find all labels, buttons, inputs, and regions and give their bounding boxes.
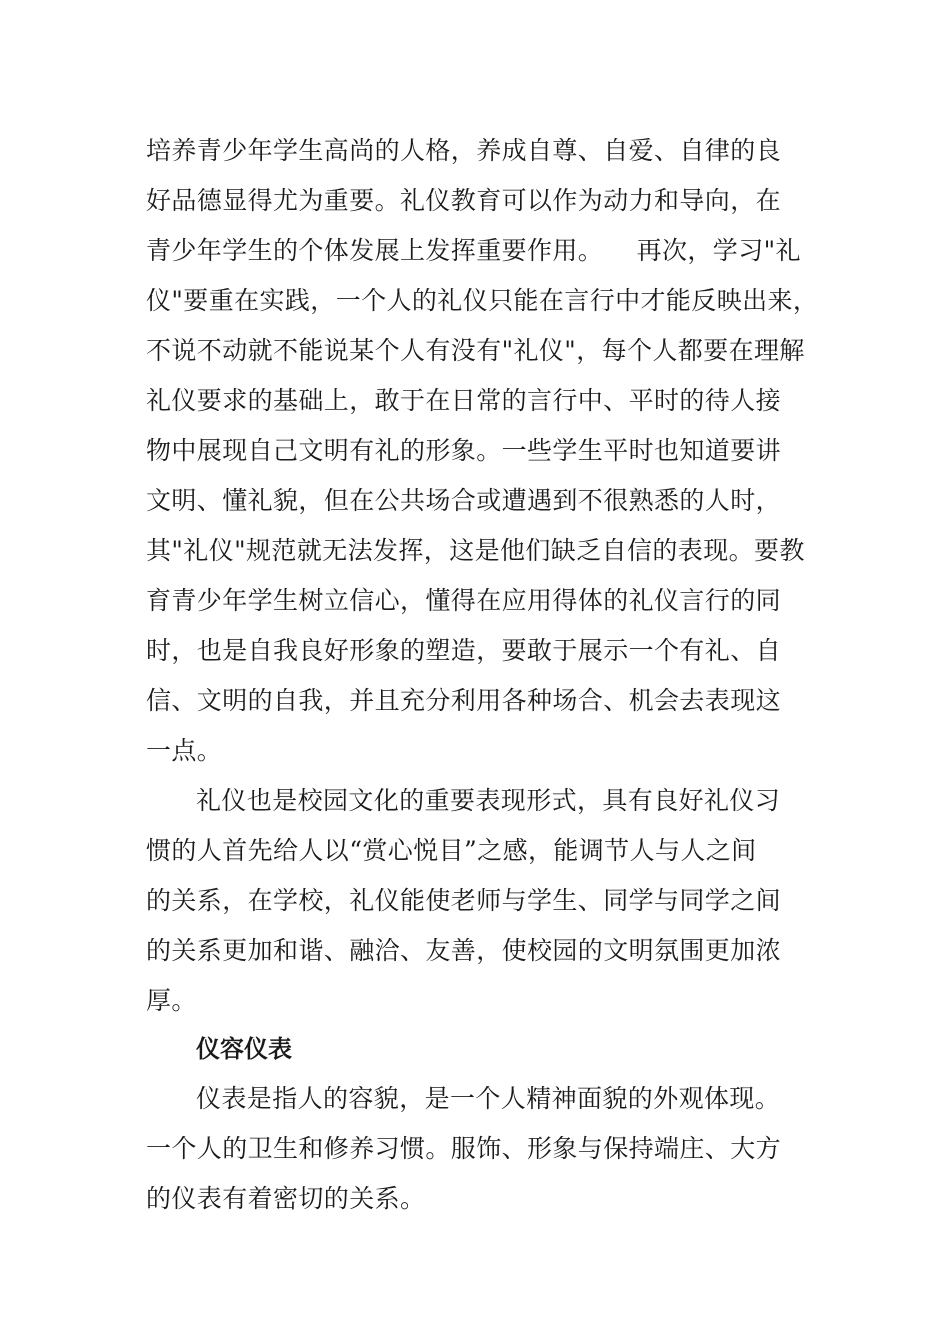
- text-line: 仪表是指人的容貌，是一个人精神面貌的外观体现。: [196, 1084, 781, 1113]
- text-line: 不说不动就不能说某个人有没有"礼仪"，每个人都要在理解: [146, 336, 805, 365]
- text-line: 厚。: [146, 986, 197, 1015]
- text-line: 青少年学生的个体发展上发挥重要作用。 再次，学习"礼: [146, 236, 801, 265]
- text-line: 的关系更加和谐、融洽、友善，使校园的文明氛围更加浓: [146, 936, 782, 965]
- text-line: 时，也是自我良好形象的塑造，要敢于展示一个有礼、自: [146, 636, 782, 665]
- text-line: 一点。: [146, 736, 223, 765]
- text-line: 其"礼仪"规范就无法发挥，这是他们缺乏自信的表现。要教: [146, 536, 805, 565]
- text-line: 礼仪也是校园文化的重要表现形式，具有良好礼仪习: [196, 786, 781, 815]
- text-line: 文明、懂礼貌，但在公共场合或遭遇到不很熟悉的人时，: [146, 486, 782, 515]
- text-line: 信、文明的自我，并且充分利用各种场合、机会去表现这: [146, 686, 782, 715]
- section-heading-text: 仪容仪表: [196, 1035, 292, 1063]
- text-line: 育青少年学生树立信心，懂得在应用得体的礼仪言行的同: [146, 586, 782, 615]
- text-line: 物中展现自己文明有礼的形象。一些学生平时也知道要讲: [146, 436, 782, 465]
- paragraph-appearance: [146, 1074, 806, 1224]
- text-line: 培养青少年学生高尚的人格，养成自尊、自爱、自律的良: [146, 136, 782, 165]
- section-heading: [146, 1024, 806, 1074]
- text-line: 惯的人首先给人以“赏心悦目”之感，能调节人与人之间: [146, 836, 757, 865]
- text-line: 一个人的卫生和修养习惯。服饰、形象与保持端庄、大方: [146, 1134, 782, 1163]
- text-line: 的关系，在学校，礼仪能使老师与学生、同学与同学之间: [146, 886, 782, 915]
- paragraph-etiquette-practice: [146, 126, 819, 776]
- text-line: 礼仪要求的基础上，敢于在日常的言行中、平时的待人接: [146, 386, 782, 415]
- text-line: 仪"要重在实践，一个人的礼仪只能在言行中才能反映出来，: [146, 286, 819, 315]
- text-line: 的仪表有着密切的关系。: [146, 1184, 426, 1213]
- paragraph-campus-culture: [146, 776, 806, 1026]
- text-line: 好品德显得尤为重要。礼仪教育可以作为动力和导向，在: [146, 186, 782, 215]
